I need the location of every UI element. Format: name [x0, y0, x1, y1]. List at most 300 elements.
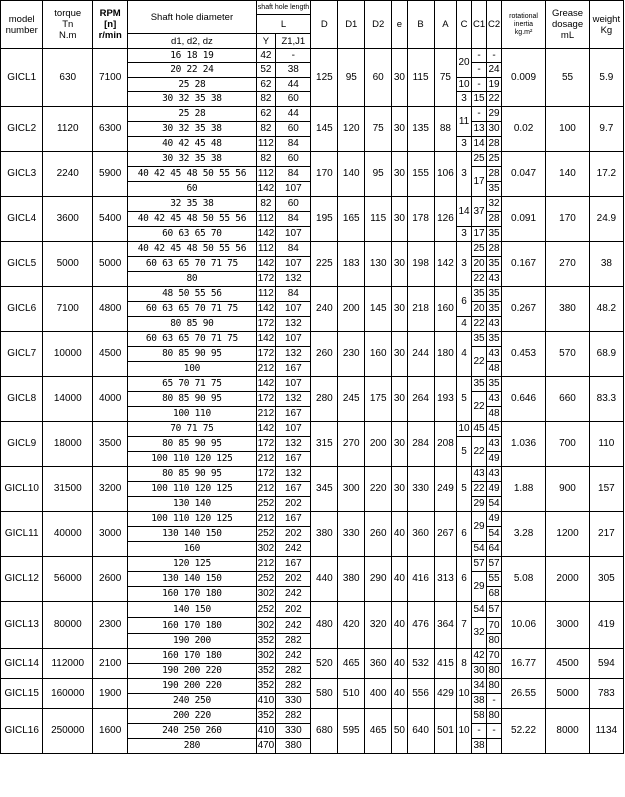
length-y: 82 [256, 122, 276, 137]
value-c2: 48 [487, 362, 501, 377]
value-e: 30 [392, 197, 408, 242]
torque-value: 10000 [43, 332, 93, 377]
table-row [1, 49, 624, 63]
header-d: D [311, 1, 338, 49]
length-y: 112 [256, 212, 276, 227]
length-y: 252 [256, 527, 276, 542]
shaft-diameters: 190 200 [128, 634, 256, 649]
value-c: 10 [457, 709, 471, 754]
header-line: number [5, 24, 38, 36]
value-inertia: 0.453 [501, 332, 546, 377]
value-c: 7 [457, 602, 471, 649]
value-c2: 80 [487, 664, 501, 679]
length-y: 172 [256, 347, 276, 362]
shaft-diameters: 190 200 220 [128, 679, 256, 694]
value-c2: - [487, 49, 501, 63]
shaft-diameters: 30 32 35 38 [128, 122, 256, 137]
length-z1j1: 107 [276, 302, 311, 317]
length-z1j1: 107 [276, 377, 311, 392]
shaft-diameters: 240 250 [128, 694, 256, 709]
length-y: 410 [256, 724, 276, 739]
table-row [1, 709, 624, 724]
shaft-diameters: 80 85 90 95 [128, 437, 256, 452]
length-y: 252 [256, 497, 276, 512]
rpm-value: 7100 [93, 49, 128, 107]
value-grease: 2000 [546, 557, 589, 602]
value-d1: 120 [338, 107, 365, 152]
value-e: 30 [392, 332, 408, 377]
value-weight: 419 [589, 602, 623, 649]
value-c1: 43 [471, 467, 487, 482]
table-row [1, 377, 624, 392]
length-y: 62 [256, 107, 276, 122]
length-z1j1: 60 [276, 92, 311, 107]
shaft-diameters: 100 110 120 125 [128, 452, 256, 467]
shaft-diameters: 120 125 [128, 557, 256, 572]
rpm-value: 1600 [93, 709, 128, 754]
length-z1j1: 107 [276, 332, 311, 347]
length-z1j1: 84 [276, 137, 311, 152]
value-d2: 95 [365, 152, 392, 197]
length-y: 142 [256, 302, 276, 317]
shaft-diameters: 40 42 45 48 50 55 56 [128, 167, 256, 182]
value-c2: 49 [487, 452, 501, 467]
value-c2: 19 [488, 78, 500, 90]
shaft-diameters: 40 42 45 48 [128, 137, 256, 152]
model-name: GICL13 [1, 602, 43, 649]
value-c1: 35 [471, 332, 487, 347]
value-grease: 270 [546, 242, 589, 287]
value-c1: 38 [471, 694, 487, 709]
value-c: 20 [457, 49, 471, 78]
table-row [1, 152, 624, 167]
length-z1j1: 132 [276, 347, 311, 362]
shaft-diameters: 40 42 45 48 50 55 56 [128, 242, 256, 257]
value-inertia: 0.267 [501, 287, 546, 332]
value-inertia: 16.77 [501, 649, 546, 679]
shaft-diameters: 160 170 180 [128, 618, 256, 634]
value-weight: 783 [589, 679, 623, 709]
header-z1j1: Z1,J1 [276, 34, 311, 49]
header-l: L [256, 15, 311, 34]
value-d2: 115 [365, 197, 392, 242]
table-row [1, 512, 624, 527]
value-c2: 64 [487, 542, 501, 557]
value-c2: 35 [487, 377, 501, 392]
length-z1j1: - [276, 49, 311, 63]
value-b: 218 [407, 287, 434, 332]
value-c2: 54 [487, 527, 501, 542]
torque-value: 3600 [43, 197, 93, 242]
table-row [1, 332, 624, 347]
length-y: 302 [256, 618, 276, 634]
header-inertia [501, 1, 546, 49]
length-y: 112 [256, 137, 276, 152]
value-c2: 68 [487, 587, 501, 602]
header-line: inertia [514, 20, 534, 28]
value-grease: 380 [546, 287, 589, 332]
value-c2: 43 [487, 317, 501, 332]
value-e: 30 [392, 377, 408, 422]
value-d1: 183 [338, 242, 365, 287]
value-inertia: 3.28 [501, 512, 546, 557]
value-b: 155 [407, 152, 434, 197]
value-e: 40 [392, 679, 408, 709]
value-c2: 28 [487, 137, 501, 152]
value-b: 198 [407, 242, 434, 287]
value-weight: 38 [589, 242, 623, 287]
shaft-diameters: 280 [128, 739, 256, 754]
table-row [1, 242, 624, 257]
value-grease: 8000 [546, 709, 589, 754]
length-y: 302 [256, 542, 276, 557]
value-c2: 48 [487, 407, 501, 422]
value-inertia: 5.08 [501, 557, 546, 602]
value-b: 476 [407, 602, 434, 649]
value-d2: 465 [365, 709, 392, 754]
length-y: 52 [256, 63, 276, 78]
value-c: 8 [457, 649, 471, 679]
value-c1: 22 [471, 347, 487, 377]
shaft-diameters: 160 [128, 542, 256, 557]
model-name: GICL8 [1, 377, 43, 422]
torque-value: 40000 [43, 512, 93, 557]
header-model [1, 1, 43, 49]
header-y: Y [256, 34, 276, 49]
value-c1: 45 [471, 422, 487, 437]
value-d1: 200 [338, 287, 365, 332]
shaft-diameters: 80 85 90 95 [128, 467, 256, 482]
value-inertia: 0.091 [501, 197, 546, 242]
value-c1: 25 [471, 152, 487, 167]
shaft-diameters: 20 22 24 [128, 63, 256, 78]
value-grease: 140 [546, 152, 589, 197]
value-b: 178 [407, 197, 434, 242]
length-y: 212 [256, 452, 276, 467]
length-y: 172 [256, 272, 276, 287]
value-c1: 25 [471, 242, 487, 257]
length-y: 82 [256, 197, 276, 212]
value-d: 480 [311, 602, 338, 649]
table-row [1, 557, 624, 572]
value-c2: 70 [487, 618, 501, 634]
value-a: 180 [434, 332, 457, 377]
value-d: 125 [311, 49, 338, 107]
length-z1j1: 202 [276, 527, 311, 542]
value-e: 50 [392, 709, 408, 754]
value-b: 264 [407, 377, 434, 422]
value-d: 280 [311, 377, 338, 422]
value-weight: 1134 [589, 709, 623, 754]
header-line: kg.m² [514, 28, 533, 36]
value-b: 532 [407, 649, 434, 679]
shaft-diameters: 80 [128, 272, 256, 287]
value-inertia: 1.036 [501, 422, 546, 467]
table-row [1, 422, 624, 437]
value-grease: 170 [546, 197, 589, 242]
value-weight: 594 [589, 649, 623, 679]
value-c: 3 [457, 137, 471, 152]
length-z1j1: 330 [276, 724, 311, 739]
value-c1: - [471, 107, 487, 122]
header-a: A [434, 1, 457, 49]
value-weight: 5.9 [589, 49, 623, 107]
length-z1j1: 282 [276, 634, 311, 649]
header-rpm [93, 1, 128, 49]
value-inertia: 0.167 [501, 242, 546, 287]
value-b: 556 [407, 679, 434, 709]
length-y: 172 [256, 317, 276, 332]
value-c2: 43 [487, 437, 501, 452]
rpm-value: 2600 [93, 557, 128, 602]
header-d1: D1 [338, 1, 365, 49]
model-name: GICL12 [1, 557, 43, 602]
value-c2: 35 [487, 257, 501, 272]
length-z1j1: 60 [276, 152, 311, 167]
value-c1: 17 [471, 167, 487, 197]
value-c1: 29 [471, 572, 487, 602]
value-weight: 157 [589, 467, 623, 512]
value-c2: 55 [487, 572, 501, 587]
value-a: 501 [434, 709, 457, 754]
length-z1j1: 84 [276, 287, 311, 302]
value-d1: 510 [338, 679, 365, 709]
header-line: torque [54, 8, 82, 19]
header-d2: D2 [365, 1, 392, 49]
header-line: weight [592, 13, 621, 25]
value-c: 10 [457, 679, 471, 709]
value-a: 364 [434, 602, 457, 649]
value-c: 10 [457, 422, 471, 437]
length-z1j1: 107 [276, 182, 311, 197]
length-y: 42 [256, 49, 276, 63]
header-weight [589, 1, 623, 49]
model-name: GICL5 [1, 242, 43, 287]
value-grease: 570 [546, 332, 589, 377]
value-d2: 75 [365, 107, 392, 152]
table-row [1, 649, 624, 664]
length-y: 252 [256, 572, 276, 587]
length-y: 172 [256, 392, 276, 407]
value-a: 126 [434, 197, 457, 242]
shaft-diameters: 100 110 [128, 407, 256, 422]
header-line: RPM [99, 8, 121, 19]
value-c2: - [487, 694, 501, 709]
value-weight: 83.3 [589, 377, 623, 422]
rpm-value: 2100 [93, 649, 128, 679]
value-c2: 43 [487, 347, 501, 362]
value-c: 3 [457, 227, 471, 242]
shaft-diameters: 60 63 65 70 71 75 [128, 302, 256, 317]
shaft-diameters: 80 85 90 95 [128, 347, 256, 362]
value-d1: 300 [338, 467, 365, 512]
torque-value: 14000 [43, 377, 93, 422]
rpm-value: 4000 [93, 377, 128, 422]
length-z1j1: 38 [276, 63, 311, 78]
value-c1: 13 [471, 122, 487, 137]
shaft-diameters: 130 140 [128, 497, 256, 512]
value-e: 40 [392, 602, 408, 649]
value-inertia: 0.646 [501, 377, 546, 422]
length-y: 112 [256, 167, 276, 182]
value-e: 40 [392, 557, 408, 602]
value-e: 40 [392, 649, 408, 679]
model-name: GICL7 [1, 332, 43, 377]
header-c2: C2 [487, 1, 501, 49]
shaft-diameters: 200 220 [128, 709, 256, 724]
value-d1: 420 [338, 602, 365, 649]
value-b: 416 [407, 557, 434, 602]
value-weight: 9.7 [589, 107, 623, 152]
length-y: 82 [256, 152, 276, 167]
length-y: 212 [256, 407, 276, 422]
value-c: 3 [457, 152, 471, 197]
value-e: 30 [392, 49, 408, 107]
value-d: 380 [311, 512, 338, 557]
value-c2: 32 [487, 197, 501, 212]
value-c: 11 [457, 107, 471, 137]
length-y: 252 [256, 602, 276, 618]
rpm-value: 5400 [93, 197, 128, 242]
rpm-value: 2300 [93, 602, 128, 649]
length-z1j1: 132 [276, 272, 311, 287]
value-d2: 320 [365, 602, 392, 649]
value-e: 30 [392, 242, 408, 287]
value-c2: 22 [487, 92, 501, 107]
shaft-diameters: 160 170 180 [128, 649, 256, 664]
value-weight: 24.9 [589, 197, 623, 242]
header-shaft-dia-sub: d1, d2, dz [128, 34, 256, 49]
value-a: 106 [434, 152, 457, 197]
value-c1: - [471, 724, 487, 739]
header-b: B [407, 1, 434, 49]
value-d: 680 [311, 709, 338, 754]
length-z1j1: 107 [276, 227, 311, 242]
rpm-value: 4800 [93, 287, 128, 332]
value-b: 640 [407, 709, 434, 754]
length-y: 212 [256, 557, 276, 572]
shaft-diameters: 48 50 55 56 [128, 287, 256, 302]
length-y: 62 [256, 78, 276, 92]
value-c1: 58 [471, 709, 487, 724]
value-c2: 28 [487, 167, 501, 182]
value-c2: 28 [487, 242, 501, 257]
value-c1: 54 [471, 602, 487, 618]
header-c: C [457, 1, 471, 49]
value-b: 135 [407, 107, 434, 152]
value-a: 88 [434, 107, 457, 152]
length-z1j1: 132 [276, 437, 311, 452]
length-z1j1: 132 [276, 467, 311, 482]
shaft-diameters: 60 63 65 70 [128, 227, 256, 242]
value-c2: 35 [487, 302, 501, 317]
value-d1: 595 [338, 709, 365, 754]
value-grease: 55 [546, 49, 589, 107]
value-c2: 57 [487, 557, 501, 572]
torque-value: 80000 [43, 602, 93, 649]
header-line: model [8, 13, 35, 25]
value-c2: 80 [487, 634, 501, 649]
length-z1j1: 84 [276, 212, 311, 227]
value-c1: 30 [471, 664, 487, 679]
header-e: e [392, 1, 408, 49]
value-d2: 220 [365, 467, 392, 512]
header-line: Kg [600, 24, 613, 36]
value-c: 6 [457, 287, 471, 317]
shaft-diameters: 25 28 [128, 107, 256, 122]
value-d1: 165 [338, 197, 365, 242]
length-y: 172 [256, 437, 276, 452]
length-y: 302 [256, 587, 276, 602]
value-c2: 57 [487, 602, 501, 618]
shaft-diameters: 30 32 35 38 [128, 92, 256, 107]
value-c1: 35 [471, 287, 487, 302]
value-inertia: 0.02 [501, 107, 546, 152]
length-z1j1: 84 [276, 167, 311, 182]
value-c2 [487, 739, 501, 754]
shaft-diameters: 140 150 [128, 602, 256, 618]
value-c: 6 [457, 512, 471, 557]
value-grease: 3000 [546, 602, 589, 649]
value-a: 193 [434, 377, 457, 422]
header-line: Tn [62, 19, 74, 30]
value-weight: 110 [589, 422, 623, 467]
value-e: 30 [392, 467, 408, 512]
value-d2: 290 [365, 557, 392, 602]
value-c2: - [487, 724, 501, 739]
shaft-diameters: 25 28 [128, 78, 256, 92]
length-z1j1: 330 [276, 694, 311, 709]
length-y: 212 [256, 362, 276, 377]
value-c2: 49 [487, 482, 501, 497]
value-d2: 60 [365, 49, 392, 107]
value-c: 4 [457, 332, 471, 377]
table-row [1, 602, 624, 618]
value-inertia: 52.22 [501, 709, 546, 754]
value-grease: 100 [546, 107, 589, 152]
length-z1j1: 282 [276, 709, 311, 724]
header-line: dosage [551, 19, 584, 30]
value-d2: 145 [365, 287, 392, 332]
torque-value: 56000 [43, 557, 93, 602]
shaft-diameters: 16 18 19 [128, 49, 256, 63]
model-name: GICL14 [1, 649, 43, 679]
shaft-diameters: 240 250 260 [128, 724, 256, 739]
value-b: 115 [407, 49, 434, 107]
value-c1: 37 [471, 197, 487, 227]
length-y: 352 [256, 634, 276, 649]
torque-value: 250000 [43, 709, 93, 754]
torque-value: 630 [43, 49, 93, 107]
value-c: 5 [457, 467, 471, 512]
value-e: 30 [392, 287, 408, 332]
length-z1j1: 84 [276, 242, 311, 257]
value-d2: 400 [365, 679, 392, 709]
torque-value: 7100 [43, 287, 93, 332]
value-d: 195 [311, 197, 338, 242]
value-c1: - [471, 78, 487, 92]
value-c: 3 [457, 242, 471, 287]
length-y: 112 [256, 287, 276, 302]
value-d: 345 [311, 467, 338, 512]
value-inertia: 1.88 [501, 467, 546, 512]
value-weight: 305 [589, 557, 623, 602]
value-c1: 22 [471, 317, 487, 332]
rpm-value: 3200 [93, 467, 128, 512]
value-c1: 15 [471, 92, 487, 107]
value-a: 160 [434, 287, 457, 332]
table-row [1, 197, 624, 212]
